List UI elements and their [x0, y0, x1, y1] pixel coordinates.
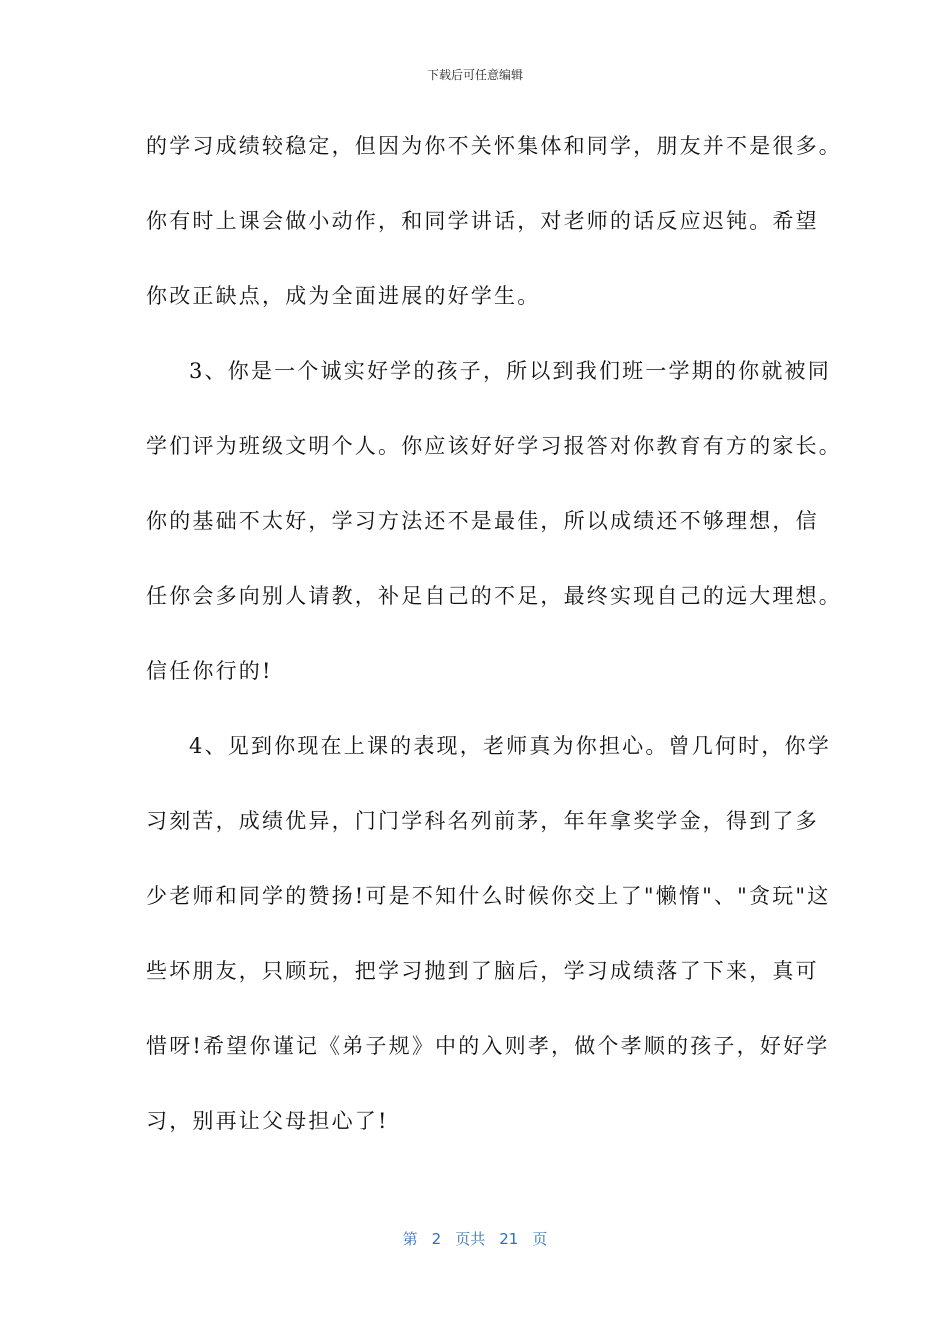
text-line: 的学习成绩较稳定，但因为你不关怀集体和同学，朋友并不是很多。	[146, 134, 842, 158]
text-line: 些坏朋友，只顾玩，把学习抛到了脑后，学习成绩落了下来，真可	[146, 959, 819, 983]
document-body	[146, 126, 842, 1176]
text-line: 习，别再让父母担心了!	[146, 1109, 389, 1133]
text-line: 学们评为班级文明个人。你应该好好学习报答对你教育有方的家长。	[146, 434, 842, 458]
page-header-note: 下载后可任意编辑	[426, 68, 523, 82]
text-line: 信任你行的!	[146, 659, 273, 683]
footer-prefix: 第	[402, 1230, 418, 1248]
text-line: 你改正缺点，成为全面进展的好学生。	[146, 284, 541, 308]
footer-middle: 页共	[455, 1230, 486, 1248]
text-line: 习刻苦，成绩优异，门门学科名列前茅，年年拿奖学金，得到了多	[146, 809, 819, 833]
text-line: 任你会多向别人请教，补足自己的不足，最终实现自己的远大理想。	[146, 584, 842, 608]
footer-suffix: 页	[532, 1230, 548, 1248]
text-line: 少老师和同学的赞扬!可是不知什么时候你交上了"懒惰"、"贪玩"这	[146, 884, 831, 908]
current-page-number: 2	[431, 1230, 442, 1248]
paragraph-start-line: 3、你是一个诚实好学的孩子，所以到我们班一学期的你就被同	[189, 359, 831, 383]
text-line: 你的基础不太好，学习方法还不是最佳，所以成绩还不够理想，信	[146, 509, 819, 533]
total-page-count: 21	[499, 1230, 519, 1248]
page-number-footer	[0, 1228, 950, 1249]
text-line: 惜呀!希望你谨记《弟子规》中的入则孝，做个孝顺的孩子，好好学	[146, 1034, 830, 1058]
text-line: 你有时上课会做小动作，和同学讲话，对老师的话反应迟钝。希望	[146, 209, 819, 233]
paragraph-start-line: 4、见到你现在上课的表现，老师真为你担心。曾几何时，你学	[189, 734, 831, 758]
